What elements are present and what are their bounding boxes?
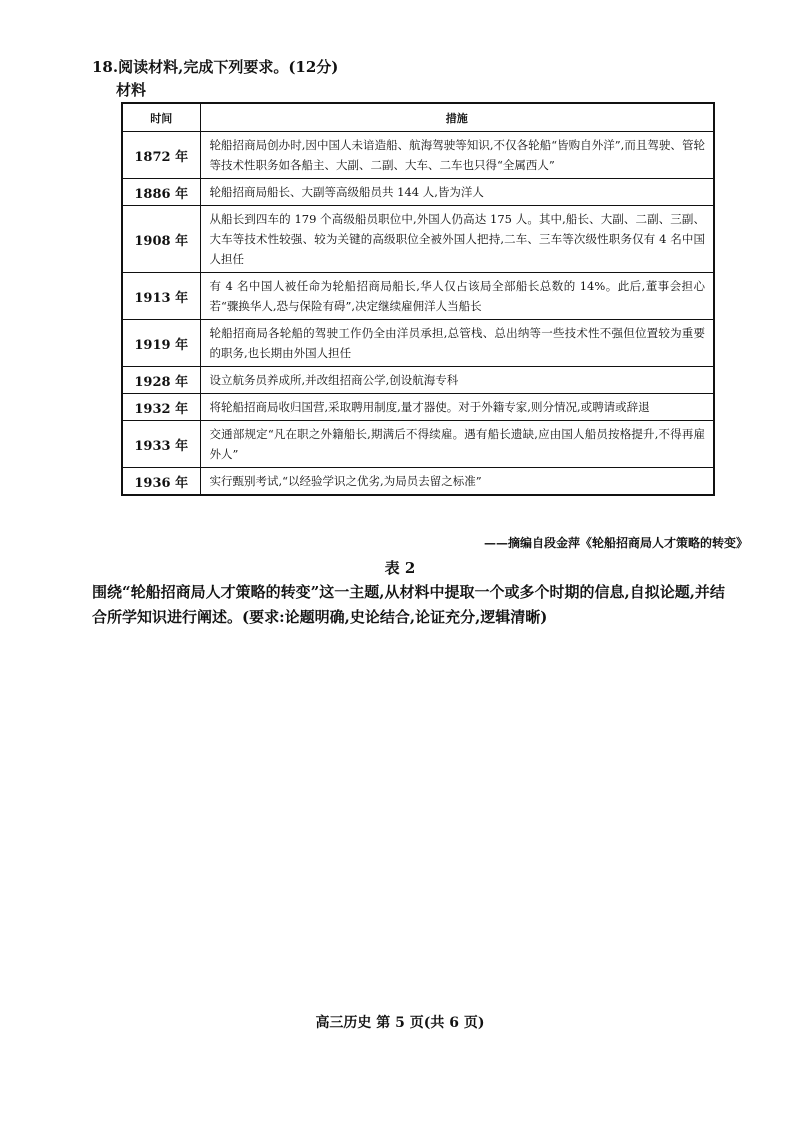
table-row bbox=[122, 367, 714, 394]
row-year: 1872 年 bbox=[122, 132, 200, 179]
row-measure: 从船长到四车的 179 个高级船员职位中,外国人仍高达 175 人。其中,船长、大副、二副、三副、大车等技术性较强、较为关键的高级职位全被外国人把持,二车、三车等次级性职务仅有 4 名中国人担任 bbox=[200, 206, 714, 273]
row-year: 1933 年 bbox=[122, 421, 200, 468]
table-row bbox=[122, 132, 714, 179]
table-row bbox=[122, 421, 714, 468]
table-caption: 表 2 bbox=[384, 559, 416, 577]
row-measure: 实行甄别考试,“以经验学识之优劣,为局员去留之标准” bbox=[200, 468, 714, 496]
row-measure: 轮船招商局各轮船的驾驶工作仍全由洋员承担,总管栈、总出纳等一些技术性不强但位置较为重要的职务,也长期由外国人担任 bbox=[200, 320, 714, 367]
row-measure: 轮船招商局船长、大副等高级船员共 144 人,皆为洋人 bbox=[200, 179, 714, 206]
table-row bbox=[122, 320, 714, 367]
source-citation: ——摘编自段金萍《轮船招商局人才策略的转变》 bbox=[483, 536, 748, 550]
row-year: 1936 年 bbox=[122, 468, 200, 496]
row-year: 1886 年 bbox=[122, 179, 200, 206]
header-time: 时间 bbox=[122, 103, 200, 132]
row-year: 1913 年 bbox=[122, 273, 200, 320]
row-year: 1932 年 bbox=[122, 394, 200, 421]
page-footer: 高三历史 第 5 页(共 6 页) bbox=[315, 1015, 485, 1031]
row-year: 1928 年 bbox=[122, 367, 200, 394]
row-measure: 设立航务员养成所,并改组招商公学,创设航海专科 bbox=[200, 367, 714, 394]
table-row bbox=[122, 273, 714, 320]
table-row bbox=[122, 468, 714, 496]
header-measures: 措施 bbox=[200, 103, 714, 132]
row-year: 1908 年 bbox=[122, 206, 200, 273]
row-measure: 有 4 名中国人被任命为轮船招商局船长,华人仅占该局全部船长总数的 14%。此后,董事会担心若“骤换华人,恐与保险有碍”,决定继续雇佣洋人当船长 bbox=[200, 273, 714, 320]
table-header-row bbox=[122, 103, 714, 132]
table-row bbox=[122, 394, 714, 421]
table-row bbox=[122, 206, 714, 273]
table-row bbox=[122, 179, 714, 206]
row-measure: 轮船招商局创办时,因中国人未谙造船、航海驾驶等知识,不仅各轮船“皆购自外洋”,而且驾驶、管轮等技术性职务如各船主、大副、二副、大车、二车也只得“全属西人” bbox=[200, 132, 714, 179]
task-prompt: 围绕“轮船招商局人才策略的转变”这一主题,从材料中提取一个或多个时期的信息,自拟论题,并结合所学知识进行阐述。(要求:论题明确,史论结合,论证充分,逻辑清晰) bbox=[92, 583, 725, 626]
question-title: 18.阅读材料,完成下列要求。(12分) bbox=[92, 58, 339, 76]
material-label: 材料 bbox=[116, 81, 147, 99]
row-year: 1919 年 bbox=[122, 320, 200, 367]
material-table bbox=[121, 102, 715, 496]
row-measure: 交通部规定“凡在职之外籍船长,期满后不得续雇。遇有船长遗缺,应由国人船员按格提升,不得再雇外人” bbox=[200, 421, 714, 468]
row-measure: 将轮船招商局收归国营,采取聘用制度,量才器使。对于外籍专家,则分情况,或聘请或辞退 bbox=[200, 394, 714, 421]
